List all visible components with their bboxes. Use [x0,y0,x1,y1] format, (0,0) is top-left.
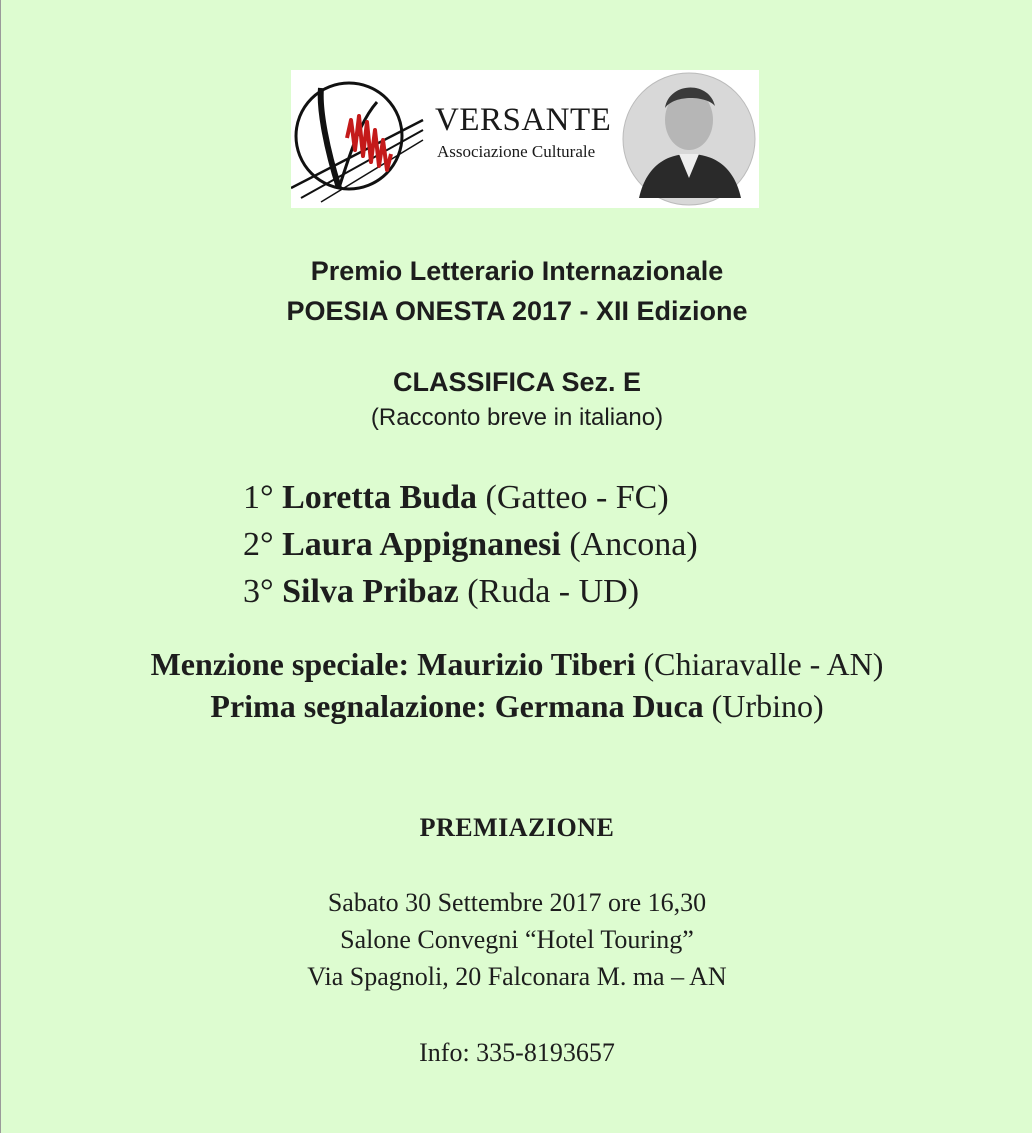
versante-logo-banner [291,70,759,208]
ranking-place: 1° [243,479,274,516]
award-title: Premio Letterario Internazionale [310,256,724,286]
ranking-name: Silva Pribaz [282,573,459,610]
mention-label: Prima segnalazione: [210,688,487,724]
premiazione-title: PREMIAZIONE [419,813,615,842]
ranking-list [243,474,843,615]
event-date: Sabato 30 Settembre 2017 ore 16,30 [327,888,707,917]
mention-location: (Urbino) [711,688,824,724]
event-address: Via Spagnoli, 20 Falconara M. ma – AN [307,962,727,991]
logo-subtitle: Associazione Culturale [437,142,596,161]
mention-name: Maurizio Tiberi [417,646,636,682]
classifica-title: CLASSIFICA Sez. E [392,367,642,397]
mention-location: (Chiaravalle - AN) [643,646,884,682]
ranking-place: 2° [243,526,274,563]
award-edition: POESIA ONESTA 2017 - XII Edizione [286,296,748,326]
mention-special [1,648,1032,680]
mention-first-signal [1,690,1032,722]
mention-name: Germana Duca [494,688,704,724]
classifica-subtitle: (Racconto breve in italiano) [370,404,664,431]
mention-label: Menzione speciale: [150,646,410,682]
versante-logo-mark [291,70,759,208]
ranking-row-3 [243,568,843,615]
event-info: Info: 335-8193657 [419,1038,615,1067]
ranking-row-1 [243,474,843,521]
ranking-row-2 [243,521,843,568]
ranking-name: Laura Appignanesi [282,526,561,563]
ranking-location: (Ruda - UD) [467,573,640,610]
ranking-name: Loretta Buda [282,479,477,516]
ranking-place: 3° [243,573,274,610]
event-venue: Salone Convegni “Hotel Touring” [340,925,694,954]
ranking-location: (Gatteo - FC) [485,479,669,516]
ranking-location: (Ancona) [569,526,698,563]
logo-name: VERSANTE [435,102,612,138]
